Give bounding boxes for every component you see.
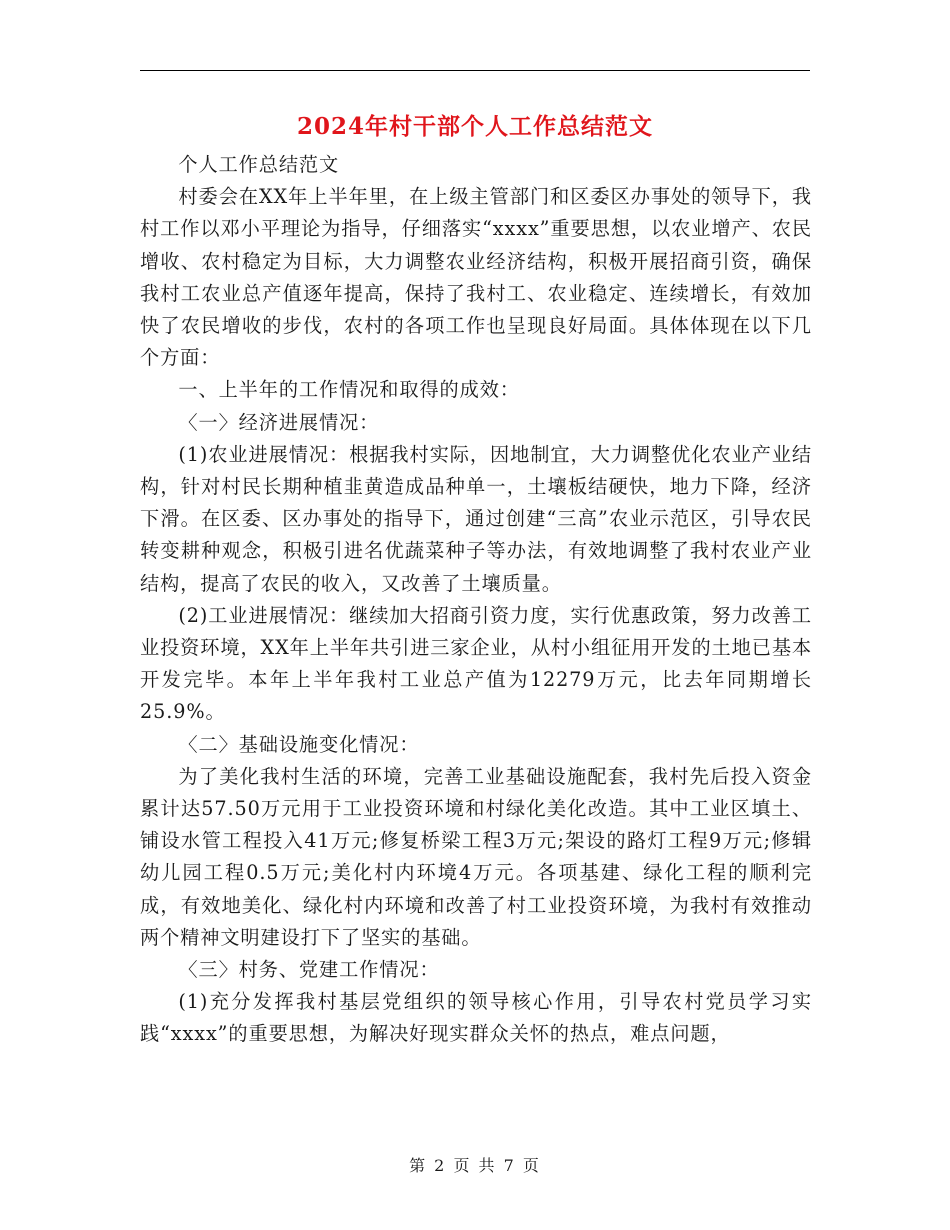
document-title: 2024年村干部个人工作总结范文 [296, 113, 653, 140]
subsection-heading-economy: 〈一〉经济进展情况： [178, 410, 380, 434]
subsection-heading-infrastructure: 〈二〉基础设施变化情况： [178, 732, 420, 756]
page-number: 第 2 页 共 7 页 [409, 1156, 541, 1175]
subsection-heading-party: 〈三〉村务、党建工作情况： [178, 958, 440, 982]
paragraph-infrastructure: 为了美化我村生活的环境，完善工业基础设施配套，我村先后投入资金累计达57.50万元用于工业投资环境和村绿化美化改造。其中工业区填土、铺设水管工程投入41万元;修复桥梁工程3万元;架设的路灯工程9万元;修辑幼儿园工程0.5万元;美化村内环境4万元。各项基建、绿化工程的顺利完成，有效地美化、绿化村内环境和改善了村工业投资环境，为我村有效推动两个精神文明建设打下了坚实的基础。 [140, 764, 812, 949]
paragraph-subtitle: 个人工作总结范文 [178, 153, 340, 176]
section-heading-1: 一、上半年的工作情况和取得的成效： [178, 378, 520, 402]
paragraph-agriculture: (1)农业进展情况：根据我村实际，因地制宜，大力调整优化农业产业结构，针对村民长期种植韭黄造成品种单一，土壤板结硬快，地力下降，经济下滑。在区委、区办事处的指导下，通过创建“三高”农业示范区，引导农民转变耕种观念，积极引进名优蔬菜种子等办法，有效地调整了我村农业产业结构，提高了农民的收入，又改善了土壤质量。 [140, 442, 812, 595]
paragraph-industry: (2)工业进展情况：继续加大招商引资力度，实行优惠政策，努力改善工业投资环境，XX年上半年共引进三家企业，从村小组征用开发的土地已基本开发完毕。本年上半年我村工业总产值为12279万元，比去年同期增长25.9%。 [140, 603, 812, 724]
paragraph-intro: 村委会在XX年上半年里，在上级主管部门和区委区办事处的领导下，我村工作以邓小平理论为指导，仔细落实“xxxx”重要思想，以农业增产、农民增收、农村稳定为目标，大力调整农业经济结构，积极开展招商引资，确保我村工农业总产值逐年提高，保持了我村工、农业稳定、连续增长，有效加快了农民增收的步伐，农村的各项工作也呈现良好局面。具体体现在以下几个方面： [140, 185, 812, 370]
paragraph-party: (1)充分发挥我村基层党组织的领导核心作用，引导农村党员学习实践“xxxx”的重要思想，为解决好现实群众关怀的热点，难点问题， [140, 990, 812, 1046]
header-rule [140, 70, 810, 71]
document-body [140, 149, 812, 1051]
